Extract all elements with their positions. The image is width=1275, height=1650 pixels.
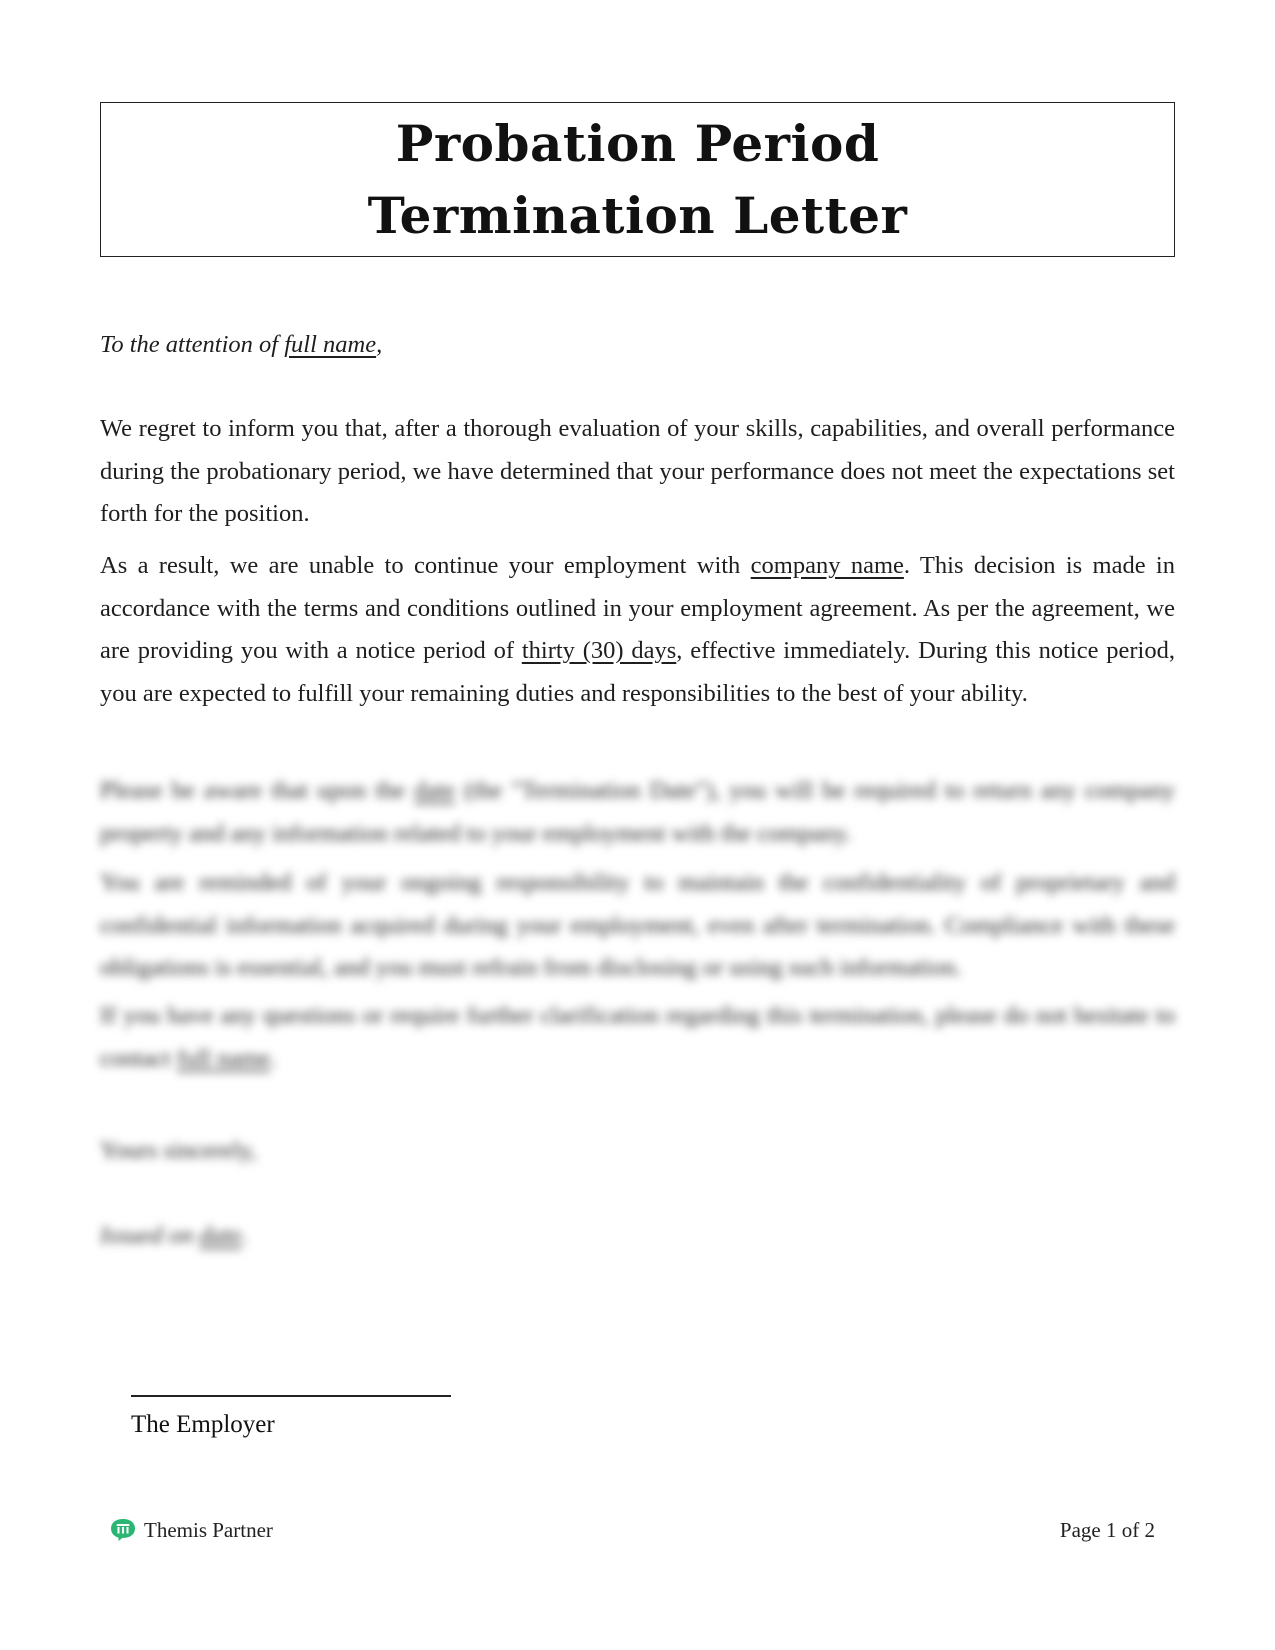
company-name-placeholder: company name xyxy=(750,552,904,579)
issued-on-line xyxy=(100,1215,1175,1258)
signature-label: The Employer xyxy=(131,1411,275,1438)
paragraph-return-part1: Please be aware that upon the xyxy=(100,777,415,804)
themis-logo-icon xyxy=(110,1518,136,1542)
paragraph-termination-part1: As a result, we are unable to continue your employment with xyxy=(100,552,751,579)
attention-line xyxy=(100,325,1175,365)
page-number: Page 1 of 2 xyxy=(1059,1518,1155,1542)
paragraph-questions xyxy=(100,995,1175,1080)
attention-suffix: , xyxy=(376,331,383,358)
paragraph-evaluation: We regret to inform you that, after a thorough evaluation of your skills, capabilities, and overall performance during the probationary period, we have determined that your performance does not meet the expectations set forth for the position. xyxy=(100,415,1175,527)
paragraph-return-property xyxy=(100,770,1175,855)
signature-line xyxy=(131,1395,451,1397)
paragraph-termination-part3: , effective immediately. During this notice period, you are expected to fulfill your remaining duties and responsibilities to the best of your ability. xyxy=(100,637,1175,707)
document-title-line-2: Termination Letter xyxy=(367,186,908,245)
paragraph-termination-part2: . This decision is made in accordance with the terms and conditions outlined in your employment agreement. As per the agreement, we are providing you with a notice period of xyxy=(100,552,1175,664)
document-title-line-1: Probation Period xyxy=(395,114,880,173)
issued-prefix: Issued on xyxy=(100,1222,200,1249)
footer-brand-name: Themis Partner xyxy=(144,1517,273,1542)
paragraph-termination xyxy=(100,545,1175,715)
closing-line: Yours sincerely, xyxy=(100,1137,257,1164)
contact-name-placeholder: full name xyxy=(176,1044,271,1072)
paragraph-questions-part2: . xyxy=(270,1044,277,1072)
paragraph-return-part2: (the "Termination Date"), you will be required to return any company property and any information related to your employment with the company. xyxy=(100,777,1175,847)
footer-brand xyxy=(110,1515,273,1545)
paragraph-questions-part1: If you have any questions or require further clarification regarding this termination, please do not hesitate to contact xyxy=(100,1002,1175,1072)
notice-period-placeholder: thirty (30) days xyxy=(521,637,677,664)
document-title-box xyxy=(100,102,1175,257)
paragraph-confidentiality: You are reminded of your ongoing responsibility to maintain the confidentiality of proprietary and confidential information acquired during your employment, even after termination. Compliance with these obligations is essential, and you must refrain from disclosing or using such information. xyxy=(100,869,1175,981)
issued-date-placeholder: date xyxy=(199,1222,242,1249)
termination-date-placeholder: date xyxy=(414,777,456,804)
attention-name-placeholder: full name xyxy=(284,331,377,358)
issued-suffix: . xyxy=(241,1222,248,1249)
attention-prefix: To the attention of xyxy=(100,331,285,358)
